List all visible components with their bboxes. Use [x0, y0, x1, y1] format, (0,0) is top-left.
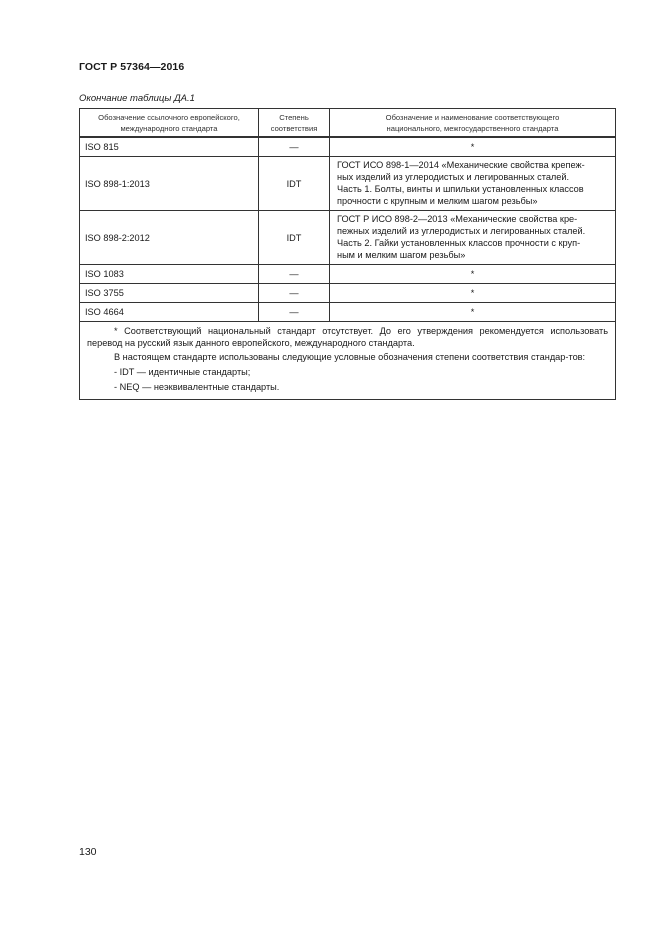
- table-caption: Окончание таблицы ДА.1: [79, 93, 195, 104]
- column-header-national: Обозначение и наименование соответствующего национального, межгосударственного стандарта: [330, 109, 616, 138]
- table-row: [80, 211, 616, 265]
- national-standard-cell: *: [330, 137, 616, 157]
- document-header: ГОСТ Р 57364—2016: [79, 61, 185, 73]
- degree-cell: —: [259, 265, 330, 284]
- reference-code-cell: ISO 815: [80, 137, 259, 157]
- degree-cell: —: [259, 284, 330, 303]
- table-row: [80, 265, 616, 284]
- national-standard-cell: ГОСТ ИСО 898-1—2014 «Механические свойства крепеж- ных изделий из углеродистых и легированных сталей. Часть 1. Болты, винты и шпильки установленных классов прочности с крупным и мелким шагом резьбы»: [330, 157, 616, 211]
- notes-item-neq: - NEQ — неэквивалентные стандарты.: [114, 382, 280, 392]
- degree-cell: IDT: [259, 211, 330, 265]
- table-notes-row: [80, 322, 616, 400]
- table-row: [80, 284, 616, 303]
- degree-cell: IDT: [259, 157, 330, 211]
- footnote-text: * Соответствующий национальный стандарт отсутствует. До его утверждения рекомендуется использовать перевод на русский язык данного европейского, международного стандарта.: [87, 326, 608, 348]
- table-notes: [80, 322, 616, 400]
- table-row: [80, 303, 616, 322]
- column-header-degree: Степень соответствия: [259, 109, 330, 138]
- table-row: [80, 137, 616, 157]
- reference-table: [79, 108, 616, 400]
- notes-intro: В настоящем стандарте использованы следующие условные обозначения степени соответствия стандар-тов:: [114, 352, 586, 362]
- notes-item-idt: - IDT — идентичные стандарты;: [114, 367, 251, 377]
- reference-code-cell: ISO 1083: [80, 265, 259, 284]
- reference-code-cell: ISO 898-2:2012: [80, 211, 259, 265]
- national-standard-cell: *: [330, 284, 616, 303]
- national-standard-cell: ГОСТ Р ИСО 898-2—2013 «Механические свойства кре- пежных изделий из углеродистых и легированных сталей. Часть 2. Гайки установленных классов прочности с круп- ным и мелким шагом резьбы»: [330, 211, 616, 265]
- national-standard-cell: *: [330, 303, 616, 322]
- reference-code-cell: ISO 3755: [80, 284, 259, 303]
- table-row: [80, 157, 616, 211]
- degree-cell: —: [259, 303, 330, 322]
- column-header-reference: Обозначение ссылочного европейского, международного стандарта: [80, 109, 259, 138]
- national-standard-cell: *: [330, 265, 616, 284]
- reference-code-cell: ISO 4664: [80, 303, 259, 322]
- table-header-row: [80, 109, 616, 138]
- degree-cell: —: [259, 137, 330, 157]
- page-number: 130: [79, 846, 97, 858]
- reference-code-cell: ISO 898-1:2013: [80, 157, 259, 211]
